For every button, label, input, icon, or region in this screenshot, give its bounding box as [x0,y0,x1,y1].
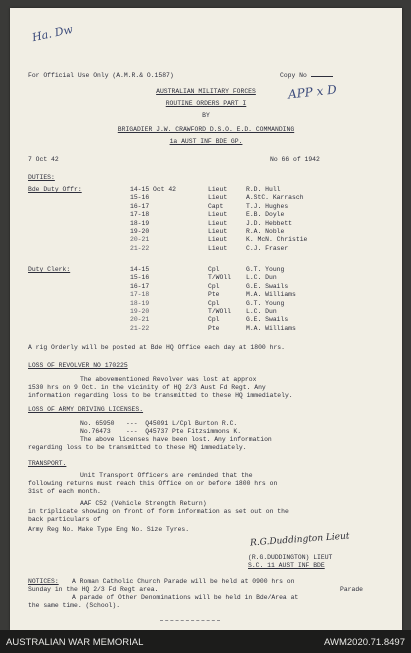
transport-line: Army Reg No. Make Type Eng No. Size Tyres. [28,526,190,533]
transport-line: in triplicate showing on front of form information as set out on the [28,508,289,515]
handwritten-initials: Ha. Dw [30,22,75,45]
document-page [10,8,402,630]
bde-duty-officer-label: Bde Duty Offr: [28,186,82,193]
licenses-line: regarding loss to be transmitted to these HQ immediately. [28,444,247,451]
roster-date: 20-21 [130,316,150,324]
duty-clerk-label: Duty Clerk: [28,266,71,273]
roster-name: L.C. Dun [246,308,277,316]
roster-name: M.A. Williams [246,324,296,332]
roster-rank: Lieut [208,219,228,227]
bde-duty-roster [130,186,376,253]
archive-name: AUSTRALIAN WAR MEMORIAL [6,637,144,648]
roster-rank: Lieut [208,244,228,252]
roster-name: J.D. Hebbett [246,219,293,227]
revolver-line: 1530 hrs on 9 Oct. in the vicinity of HQ 2/3 Aust Fd Regt. Any [28,384,266,391]
by-line: BY [202,112,210,119]
license-row: No.76473 --- Q45737 Pte Fitzsimmons K. [80,428,242,435]
transport-line: AAF C52 (Vehicle Strength Return) [80,500,207,507]
transport-line: back particulars of [28,516,101,523]
notices-line: Parade [340,586,364,593]
roster-date: 20-21 [130,236,150,244]
roster-name: G.T. Young [246,299,285,307]
roster-rank: Cpl [208,316,220,324]
roster-date: 19-20 [130,308,150,316]
roster-name: G.E. Swails [246,282,289,290]
roster-name: E.B. Doyle [246,211,285,219]
unit-line: 1a AUST INF BDE GP. [169,138,243,145]
notices-line: A parade of Other Denominations will be held in Bde/Area at [72,594,299,601]
notices-heading: NOTICES: [28,578,59,585]
roster-rank: Pte [208,291,220,299]
roster-date: 17-18 [130,291,150,299]
handwritten-appendix-mark: APP x D [287,82,338,102]
revolver-line: information regarding loss to be transmitted to these HQ immediately. [28,392,293,399]
roster-name: R.A. Noble [246,228,285,236]
roster-rank: Lieut [208,228,228,236]
roster-rank: Lieut [208,211,228,219]
notices-line: A Roman Catholic Church Parade will be held at 0900 hrs on [72,578,295,585]
roster-date: 14-15 [130,266,150,273]
roster-name: R.D. Hull [246,186,281,193]
duties-heading: DUTIES: [28,174,55,181]
roster-name: G.T. Young [246,266,285,273]
roster-date: 21-22 [130,324,150,332]
roster-date: 16-17 [130,282,150,290]
revolver-line: The abovementioned Revolver was lost at approx [80,376,257,383]
roster-name: T.J. Hughes [246,202,289,210]
roster-rank: Lieut [208,194,228,202]
copy-number [280,72,333,80]
transport-line: 31st of each month. [28,488,101,495]
roster-rank: Lieut [208,236,228,244]
license-row: No. 65950 --- Q45091 L/Cpl Burton R.C. [80,420,238,427]
roster-rank: T/WOll [208,274,232,282]
roster-rank: T/WOll [208,308,232,316]
roster-name: G.E. Swails [246,316,289,324]
roster-rank: Capt [208,202,224,210]
copy-number-label: Copy No [280,72,307,79]
roster-name: L.C. Dun [246,274,277,282]
notices-line: Sunday in the HQ 2/3 Fd Regt area. [28,586,159,593]
roster-date: 15-16 [130,274,150,282]
roster-date: 17-18 [130,211,150,219]
roster-name: A.StC. Karrasch [246,194,304,202]
orderly-note: A rig Orderly will be posted at Bde HQ Office each day at 1800 hrs. [28,344,285,351]
signatory-name: (R.G.DUDDINGTON) LIEUT [248,554,333,561]
transport-line: following returns must reach this Office on or before 1800 hrs on [28,480,278,487]
roster-date: 19-20 [130,228,150,236]
archive-reference: AWM2020.71.8497 [324,637,405,648]
signatory-title: S.C. 11 AUST INF BDE [248,562,325,569]
roster-date: 18-19 [130,219,150,227]
roster-rank: Cpl [208,282,220,290]
roster-name: M.A. Williams [246,291,296,299]
signature: R.G.Duddington Lieut [249,531,350,549]
force-title: AUSTRALIAN MILITARY FORCES [156,88,256,95]
archive-footer [0,630,411,653]
official-use-line: For Official Use Only (A.M.R.& O.1587) [28,72,174,79]
roster-name: K. McN. Christie [246,236,308,244]
roster-date: 21-22 [130,244,150,252]
roster-name: C.J. Fraser [246,244,289,252]
licenses-line: The above licenses have been lost. Any information [80,436,272,443]
transport-line: Unit Transport Officers are reminded that the [80,472,253,479]
roster-date: 14-15 Oct 42 [130,186,177,193]
revolver-heading: LOSS OF REVOLVER NO 170225 [28,362,128,369]
roster-date: 15-16 [130,194,150,202]
roster-rank: Cpl [208,266,220,273]
notices-line: the same time. (School). [28,602,121,609]
roster-rank: Pte [208,324,220,332]
roster-rank: Cpl [208,299,220,307]
transport-heading: TRANSPORT. [28,460,67,467]
roster-date: 18-19 [130,299,150,307]
orders-title: ROUTINE ORDERS PART I [165,100,247,107]
roster-date: 16-17 [130,202,150,210]
order-date: 7 Oct 42 [28,156,59,163]
duty-clerk-roster [130,266,376,333]
commander-line: BRIGADIER J.W. CRAWFORD D.S.O. E.D. COMMANDING [117,126,295,133]
roster-rank: Lieut [208,186,228,193]
order-number: No 66 of 1942 [270,156,320,163]
licenses-heading: LOSS OF ARMY DRIVING LICENSES. [28,406,144,413]
bottom-rule [160,620,220,621]
